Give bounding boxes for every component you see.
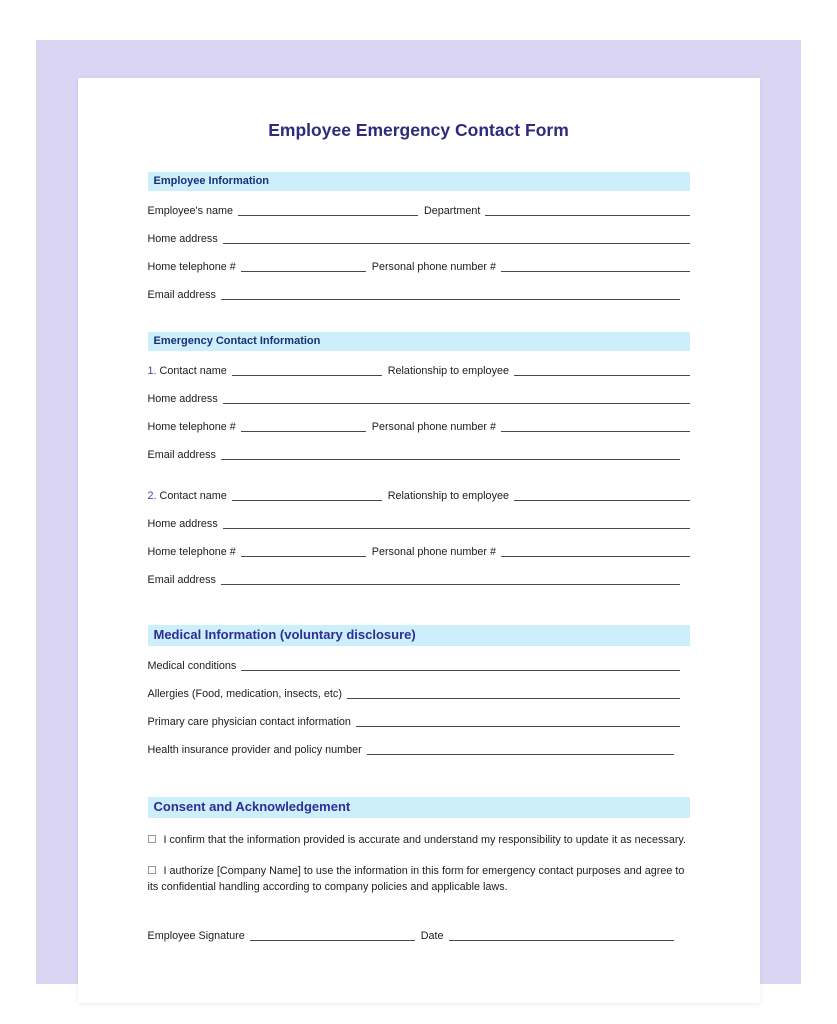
- field-row: [148, 518, 690, 531]
- personal-phone-label: Personal phone number #: [371, 546, 496, 558]
- home-address-label: Home address: [147, 393, 218, 405]
- consent-item-2-text: I authorize [Company Name] to use the information in this form for emergency contact purposes and agree to its confidential handling according to company policies and applicable laws.: [147, 864, 685, 894]
- employee-name-label: Employee's name: [147, 205, 233, 217]
- home-address-label: Home address: [147, 233, 218, 245]
- field-row: [148, 449, 690, 462]
- field-row: [148, 289, 690, 302]
- consent-item-1-text: I confirm that the information provided is accurate and understand my responsibility to update it as necessary.: [163, 834, 687, 846]
- department-label: Department: [423, 205, 481, 217]
- field-row: [148, 688, 690, 701]
- email-address-label: Email address: [147, 289, 216, 301]
- home-telephone-label: Home telephone #: [147, 261, 236, 273]
- field-row: [148, 744, 690, 757]
- home-telephone-label: Home telephone #: [147, 421, 236, 433]
- contact2-home-address-input-line[interactable]: [223, 519, 690, 529]
- personal-phone-label: Personal phone number #: [371, 421, 496, 433]
- medical-conditions-input-line[interactable]: [241, 661, 679, 671]
- field-row: [148, 205, 690, 218]
- contact1-email-input-line[interactable]: [221, 450, 680, 460]
- employee-signature-label: Employee Signature: [147, 930, 245, 943]
- employee-email-input-line[interactable]: [221, 290, 680, 300]
- section-header-consent: Consent and Acknowledgement: [148, 797, 690, 818]
- employee-personal-phone-input-line[interactable]: [501, 262, 690, 272]
- contact-name-label: Contact name: [159, 365, 227, 377]
- contact1-name-input-line[interactable]: [232, 366, 382, 376]
- personal-phone-label: Personal phone number #: [371, 261, 496, 273]
- contact1-home-telephone-input-line[interactable]: [241, 422, 366, 432]
- field-row: [148, 660, 690, 673]
- consent-checkbox-1[interactable]: [148, 835, 156, 843]
- field-row: [148, 421, 690, 434]
- relationship-label: Relationship to employee: [387, 490, 509, 502]
- date-input-line[interactable]: [449, 931, 674, 941]
- field-row: [148, 574, 690, 587]
- page-background: [36, 40, 801, 984]
- contact2-name-input-line[interactable]: [232, 491, 382, 501]
- contact1-home-address-input-line[interactable]: [223, 394, 690, 404]
- home-telephone-label: Home telephone #: [147, 546, 236, 558]
- signature-row: [148, 930, 690, 943]
- field-row: [148, 365, 690, 378]
- contact2-number: 2.: [147, 490, 157, 502]
- consent-checkbox-2[interactable]: [148, 866, 156, 874]
- form-title: Employee Emergency Contact Form: [268, 120, 569, 140]
- contact2-personal-phone-input-line[interactable]: [501, 547, 690, 557]
- department-input-line[interactable]: [485, 206, 689, 216]
- relationship-label: Relationship to employee: [387, 365, 509, 377]
- email-address-label: Email address: [147, 574, 216, 586]
- field-row: [148, 716, 690, 729]
- field-row: [148, 233, 690, 246]
- allergies-input-line[interactable]: [347, 689, 680, 699]
- employee-home-address-input-line[interactable]: [223, 234, 690, 244]
- health-insurance-input-line[interactable]: [367, 745, 674, 755]
- field-row: [148, 546, 690, 559]
- employee-name-input-line[interactable]: [238, 206, 418, 216]
- section-consent-acknowledgement: [148, 797, 690, 943]
- primary-care-physician-input-line[interactable]: [356, 717, 680, 727]
- field-row: [148, 490, 690, 503]
- section-medical-information: [148, 625, 690, 757]
- employee-signature-input-line[interactable]: [250, 931, 415, 941]
- section-header-medical-information: Medical Information (voluntary disclosure): [148, 625, 690, 646]
- consent-item-1: [148, 832, 690, 849]
- section-employee-information: [148, 172, 690, 302]
- form-page: [78, 78, 760, 1003]
- email-address-label: Email address: [147, 449, 216, 461]
- section-header-employee-information: Employee Information: [148, 172, 690, 191]
- consent-item-2: [148, 863, 690, 896]
- employee-home-telephone-input-line[interactable]: [241, 262, 366, 272]
- contact1-number: 1.: [147, 365, 157, 377]
- contact2-home-telephone-input-line[interactable]: [241, 547, 366, 557]
- medical-conditions-label: Medical conditions: [147, 660, 237, 672]
- health-insurance-label: Health insurance provider and policy number: [147, 744, 362, 756]
- contact1-personal-phone-input-line[interactable]: [501, 422, 690, 432]
- section-header-emergency-contact: Emergency Contact Information: [148, 332, 690, 351]
- primary-care-physician-label: Primary care physician contact information: [147, 716, 351, 728]
- contact-name-label: Contact name: [159, 490, 227, 502]
- contact1-relationship-input-line[interactable]: [514, 366, 690, 376]
- field-row: [148, 261, 690, 274]
- home-address-label: Home address: [147, 518, 218, 530]
- contact2-relationship-input-line[interactable]: [514, 491, 690, 501]
- field-row: [148, 393, 690, 406]
- contact2-email-input-line[interactable]: [221, 575, 680, 585]
- date-label: Date: [420, 930, 444, 943]
- allergies-label: Allergies (Food, medication, insects, etc): [147, 688, 342, 700]
- section-emergency-contact-information: [148, 332, 690, 587]
